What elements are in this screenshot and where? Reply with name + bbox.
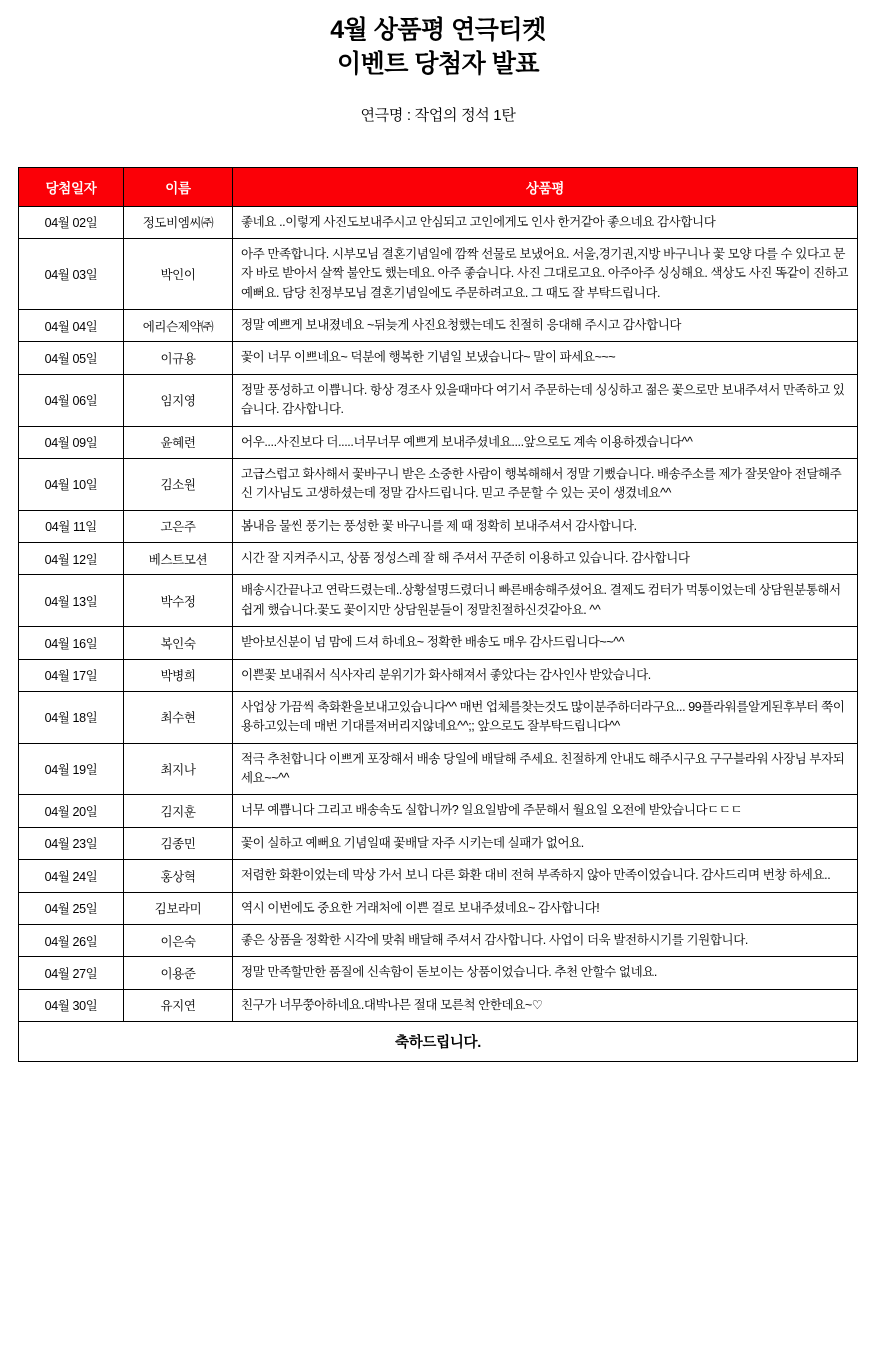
table-row [19,342,858,374]
cell-name: 최수현 [124,691,233,743]
table-row [19,238,858,309]
cell-date: 04월 04일 [19,310,124,342]
table-row [19,206,858,238]
cell-date: 04월 25일 [19,892,124,924]
cell-name: 이규용 [124,342,233,374]
cell-review: 적극 추천합니다 이쁘게 포장해서 배송 당일에 배달해 주세요. 친절하게 안내도 해주시구요 구구블라워 사장님 부자되세요~~^^ [233,743,858,795]
table-row [19,310,858,342]
table-row [19,860,858,892]
cell-review: 정말 만족할만한 품질에 신속함이 돋보이는 상품이었습니다. 추천 안할수 없네요. [233,957,858,989]
cell-review: 고급스럽고 화사해서 꽃바구니 받은 소중한 사람이 행복해해서 정말 기뻤습니다. 배송주소를 제가 잘못알아 전달해주신 기사님도 고생하셨는데 정말 감사드립니다. 믿고 주문할 수 있는 곳이 생겼네요^^ [233,458,858,510]
column-header-date: 당첨일자 [19,167,124,206]
cell-date: 04월 26일 [19,924,124,956]
cell-review: 이쁜꽃 보내줘서 식사자리 분위기가 화사해져서 좋았다는 감사인사 받았습니다. [233,659,858,691]
cell-name: 최지나 [124,743,233,795]
cell-name: 김소원 [124,458,233,510]
cell-review: 아주 만족합니다. 시부모님 결혼기념일에 깜짝 선물로 보냈어요. 서울,경기권,지방 바구니나 꽃 모양 다를 수 있다고 문자 바로 받아서 살짝 불안도 했는데요. 아주 좋습니다. 사진 그대로고요. 아주아주 싱싱해요. 색상도 사진 똑같이 진하고 예뻐요. 담당 친정부모님 결혼기념일에도 주문하려고요. 그 때도 잘 부탁드립니다. [233,238,858,309]
cell-date: 04월 17일 [19,659,124,691]
table-row [19,627,858,659]
winners-table [18,167,858,1063]
cell-review: 좋은 상품을 정확한 시각에 맞춰 배달해 주셔서 감사합니다. 사업이 더욱 발전하시기를 기원합니다. [233,924,858,956]
table-row [19,543,858,575]
table-row [19,924,858,956]
cell-review: 정말 예쁘게 보내졌네요 ~뒤늦게 사진요청했는데도 친절히 응대해 주시고 감사합니다 [233,310,858,342]
table-body [19,206,858,1062]
cell-name: 유지연 [124,989,233,1021]
cell-review: 정말 풍성하고 이쁩니다. 항상 경조사 있을때마다 여기서 주문하는데 싱싱하고 젊은 꽃으로만 보내주셔서 만족하고 있습니다. 감사합니다. [233,374,858,426]
cell-name: 박수정 [124,575,233,627]
cell-date: 04월 05일 [19,342,124,374]
table-row [19,957,858,989]
cell-review: 꽃이 너무 이쁘네요~ 덕분에 행복한 기념일 보냈습니다~ 말이 파세요~~~ [233,342,858,374]
column-header-name: 이름 [124,167,233,206]
cell-name: 홍상혁 [124,860,233,892]
cell-review: 친구가 너무쭝아하네요.대박나믄 절대 모른척 안한데요~♡ [233,989,858,1021]
cell-date: 04월 13일 [19,575,124,627]
cell-date: 04월 12일 [19,543,124,575]
winners-table-wrapper [0,167,876,1063]
congratulations-message: 축하드립니다. [19,1022,858,1062]
table-row [19,426,858,458]
cell-date: 04월 02일 [19,206,124,238]
cell-name: 박병희 [124,659,233,691]
cell-review: 배송시간끝나고 연락드렸는데..상황설명드렸더니 빠른배송해주셨어요. 결제도 컴터가 먹통이었는데 상담원분통해서 쉽게 했습니다.꽃도 꽃이지만 상담원분들이 정말친절하신것같아요. ^^ [233,575,858,627]
cell-date: 04월 06일 [19,374,124,426]
cell-date: 04월 27일 [19,957,124,989]
cell-date: 04월 11일 [19,510,124,542]
cell-name: 김보라미 [124,892,233,924]
table-row [19,374,858,426]
table-header-row [19,167,858,206]
cell-name: 에리슨제약㈜ [124,310,233,342]
cell-name: 임지영 [124,374,233,426]
table-row [19,458,858,510]
table-row [19,795,858,827]
cell-name: 베스트모션 [124,543,233,575]
cell-review: 봄내음 물씬 풍기는 풍성한 꽃 바구니를 제 때 정확히 보내주셔서 감사합니다. [233,510,858,542]
cell-review: 저렴한 화환이었는데 막상 가서 보니 다른 화환 대비 전혀 부족하지 않아 만족이었습니다. 감사드리며 번창 하세요.. [233,860,858,892]
cell-review: 너무 예쁩니다 그리고 배송속도 실합니까? 일요일밤에 주문해서 월요일 오전에 받았습니다ㄷㄷㄷ [233,795,858,827]
cell-review: 사업상 가끔씩 축화환을보내고있습니다^^ 매번 업체를찾는것도 많이분주하더라구요... 99플라워를알게된후부터 쭉이용하고있는데 매번 기대를져버리지않네요^^;; 앞으로도 잘부탁드립니다^^ [233,691,858,743]
cell-date: 04월 10일 [19,458,124,510]
cell-name: 이용준 [124,957,233,989]
table-row [19,691,858,743]
cell-name: 박인이 [124,238,233,309]
page-subtitle: 연극명 : 작업의 정석 1탄 [360,106,516,124]
cell-date: 04월 18일 [19,691,124,743]
table-row [19,510,858,542]
cell-date: 04월 03일 [19,238,124,309]
table-row [19,659,858,691]
cell-name: 김지훈 [124,795,233,827]
cell-date: 04월 30일 [19,989,124,1021]
cell-name: 윤혜련 [124,426,233,458]
cell-name: 복인숙 [124,627,233,659]
cell-date: 04월 16일 [19,627,124,659]
cell-date: 04월 09일 [19,426,124,458]
table-row [19,827,858,859]
column-header-review: 상품평 [233,167,858,206]
cell-review: 시간 잘 지켜주시고, 상품 정성스레 잘 해 주셔서 꾸준히 이용하고 있습니다. 감사합니다 [233,543,858,575]
cell-name: 김종민 [124,827,233,859]
cell-review: 꽃이 실하고 예뻐요 기념일때 꽃배달 자주 시키는데 실패가 없어요. [233,827,858,859]
cell-date: 04월 24일 [19,860,124,892]
cell-date: 04월 23일 [19,827,124,859]
cell-review: 좋네요 ..이렇게 사진도보내주시고 안심되고 고인에게도 인사 한거같아 좋으네요 감사합니다 [233,206,858,238]
cell-review: 역시 이번에도 중요한 거래처에 이쁜 걸로 보내주셨네요~ 감사합니다! [233,892,858,924]
page-title [0,0,876,82]
cell-date: 04월 20일 [19,795,124,827]
cell-name: 정도비엠씨㈜ [124,206,233,238]
cell-name: 고은주 [124,510,233,542]
cell-date: 04월 19일 [19,743,124,795]
table-header [19,167,858,206]
cell-name: 이은숙 [124,924,233,956]
page-title-line-1: 4월 상품평 연극티켓 [330,16,546,44]
cell-review: 어우....사진보다 더.....너무너무 예쁘게 보내주셨네요....앞으로도 계속 이용하겠습니다^^ [233,426,858,458]
table-row [19,743,858,795]
table-row [19,892,858,924]
cell-review: 받아보신분이 넘 맘에 드셔 하네요~ 정확한 배송도 매우 감사드립니다~~^^ [233,627,858,659]
table-row [19,575,858,627]
page-title-line-2: 이벤트 당첨자 발표 [336,49,540,78]
table-row [19,989,858,1021]
table-footer-row [19,1022,858,1062]
